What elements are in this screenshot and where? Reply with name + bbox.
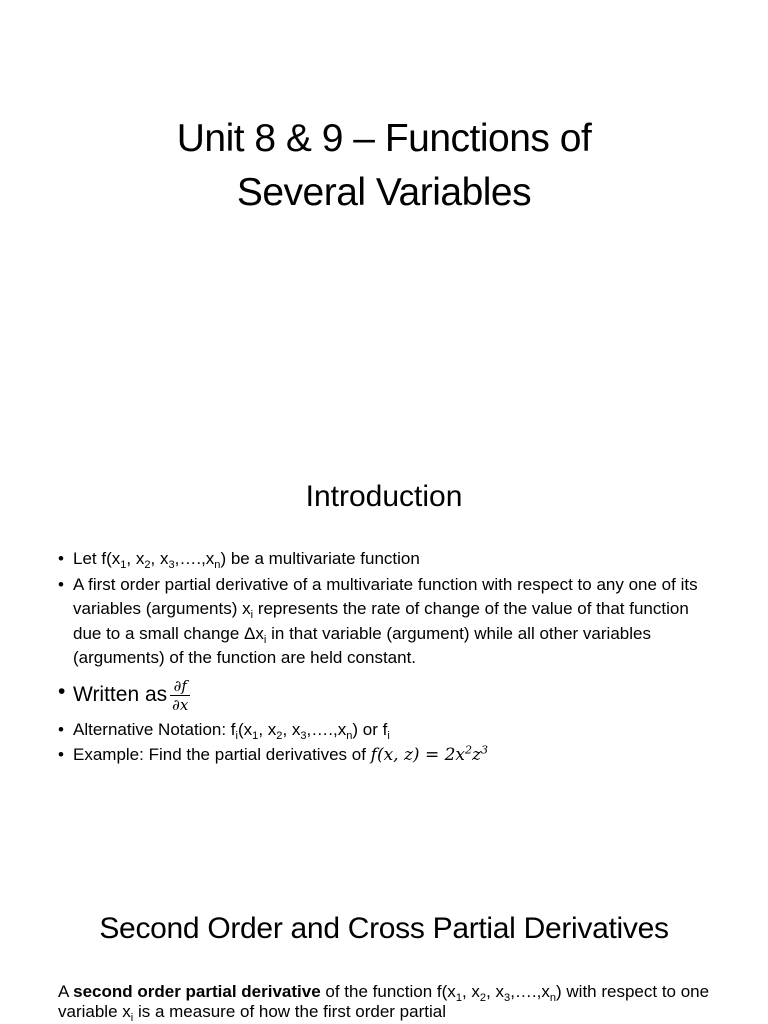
title-line-1: Unit 8 & 9 – Functions of xyxy=(176,117,592,160)
slide-title: Introduction xyxy=(305,480,463,513)
body-paragraph: A second order partial derivative of the function $f(x_1$, $x_2$, $x_3,\dots.,x_n$) with respect to one variable $x_i$ is a measure of how the first order partial xyxy=(58,982,710,1024)
title-slide xyxy=(0,0,768,432)
slide-title xyxy=(0,112,768,220)
second-order-slide xyxy=(0,864,768,1024)
title-line-2: Several Variables xyxy=(236,171,532,214)
partial-fraction: $\frac{\partial f}{\partial x}$ xyxy=(172,676,189,714)
bullet-item: • Written as $\frac{\partial f}{\partial x}$ xyxy=(58,677,718,714)
bullet-item: • Example: Find the partial derivatives of f(x, $z) = 2x^2z^3$ xyxy=(58,743,718,768)
bullet-item: • Alternative Notation: $f_i(x_1$, $x_2$, $x_3,\dots.,x_n$) or $f_i$ xyxy=(58,718,718,743)
bullet-list xyxy=(58,547,718,769)
bullet-item: • Let $f(x_1$, $x_2$, $x_3,\dots.,x_n$) be a multivariate function xyxy=(58,547,718,572)
slide-title: Second Order and Cross Partial Derivatives xyxy=(99,912,669,945)
bullet-item: • A first order partial derivative of a multivariate function with respect to any one of its variables (arguments) $x_i$ represents the rate of change of the value of that function due to a small change $\Delta x_i$ in that variable (argument) while all other variables (arguments) of the function are held constant. xyxy=(58,573,718,671)
example-formula: f(x, $z) = 2x^2z^3$ xyxy=(370,743,489,765)
introduction-slide xyxy=(0,432,768,864)
